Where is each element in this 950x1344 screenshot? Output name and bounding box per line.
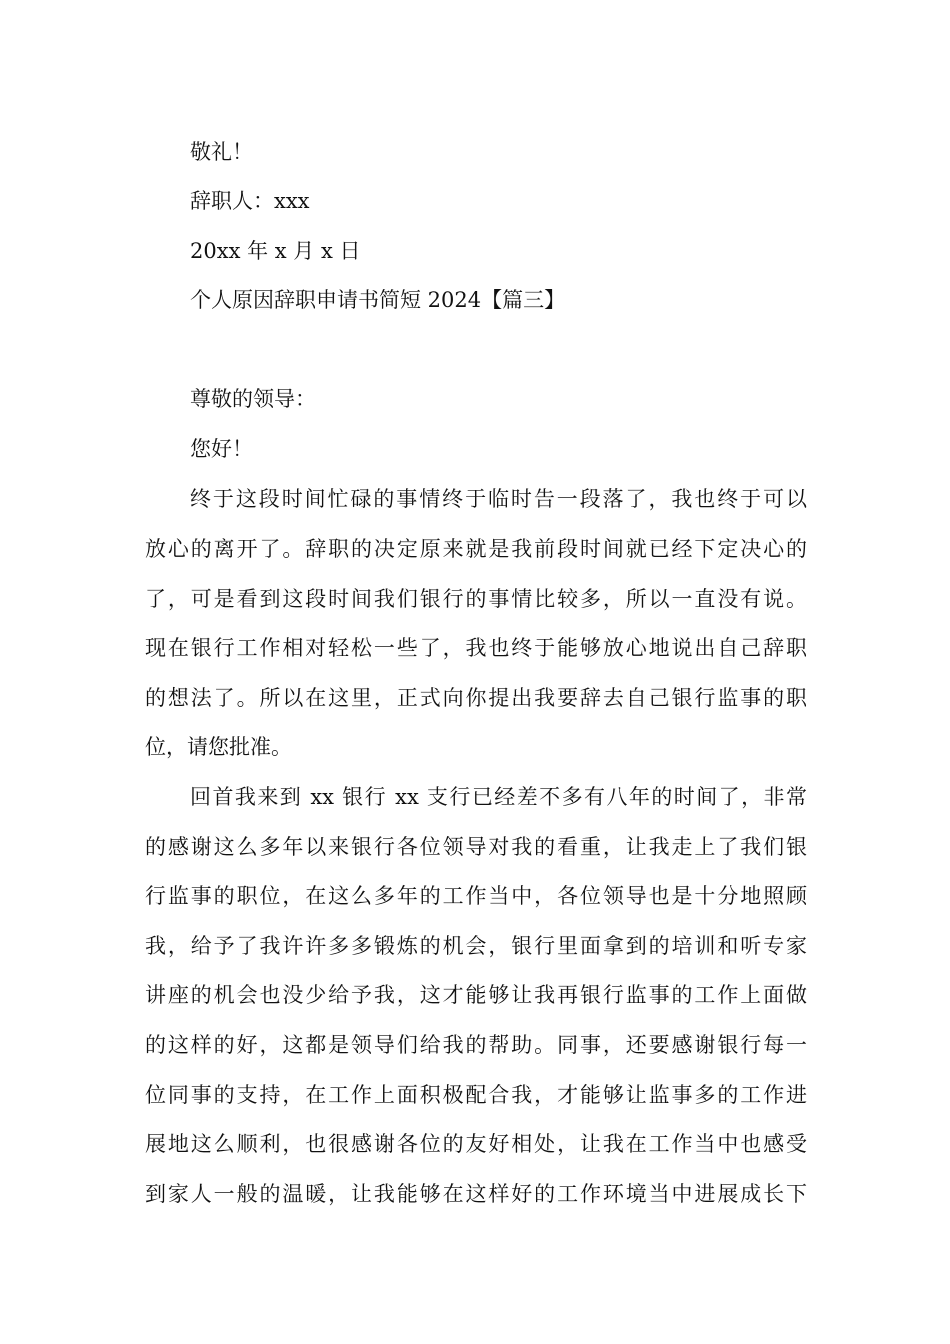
- paragraph-line: 放心的离开了。辞职的决定原来就是我前段时间就已经下定决心的: [145, 537, 807, 561]
- paragraph-line: 了，可是看到这段时间我们银行的事情比较多，所以一直没有说。: [145, 587, 807, 611]
- paragraph-line: 讲座的机会也没少给予我，这才能够让我再银行监事的工作上面做: [145, 983, 807, 1007]
- resigner-signature: 辞职人：xxx: [190, 189, 310, 213]
- paragraph-line: 展地这么顺利，也很感谢各位的友好相处，让我在工作当中也感受: [145, 1132, 807, 1156]
- section-title: 个人原因辞职申请书简短 2024【篇三】: [190, 288, 566, 312]
- letter-addressee: 尊敬的领导：: [190, 387, 316, 411]
- paragraph-line: 终于这段时间忙碌的事情终于临时告一段落了，我也终于可以: [190, 487, 807, 511]
- closing-salute: 敬礼！: [190, 140, 253, 164]
- letter-date: 20xx 年 x 月 x 日: [190, 239, 361, 263]
- paragraph-line: 的这样的好，这都是领导们给我的帮助。同事，还要感谢银行每一: [145, 1033, 807, 1057]
- paragraph-line: 的感谢这么多年以来银行各位领导对我的看重，让我走上了我们银: [145, 835, 807, 859]
- paragraph-line: 位，请您批准。: [145, 735, 292, 759]
- letter-greeting: 您好！: [190, 437, 253, 461]
- paragraph-line: 到家人一般的温暖，让我能够在这样好的工作环境当中进展成长下: [145, 1182, 807, 1206]
- paragraph-line: 的想法了。所以在这里，正式向你提出我要辞去自己银行监事的职: [145, 686, 807, 710]
- paragraph-line: 行监事的职位，在这么多年的工作当中，各位领导也是十分地照顾: [145, 884, 807, 908]
- paragraph-line: 位同事的支持，在工作上面积极配合我，才能够让监事多的工作进: [145, 1083, 807, 1107]
- paragraph-line: 我，给予了我许许多多锻炼的机会，银行里面拿到的培训和听专家: [145, 934, 807, 958]
- paragraph-line: 回首我来到 xx 银行 xx 支行已经差不多有八年的时间了，非常: [190, 785, 807, 809]
- paragraph-line: 现在银行工作相对轻松一些了，我也终于能够放心地说出自己辞职: [145, 636, 807, 660]
